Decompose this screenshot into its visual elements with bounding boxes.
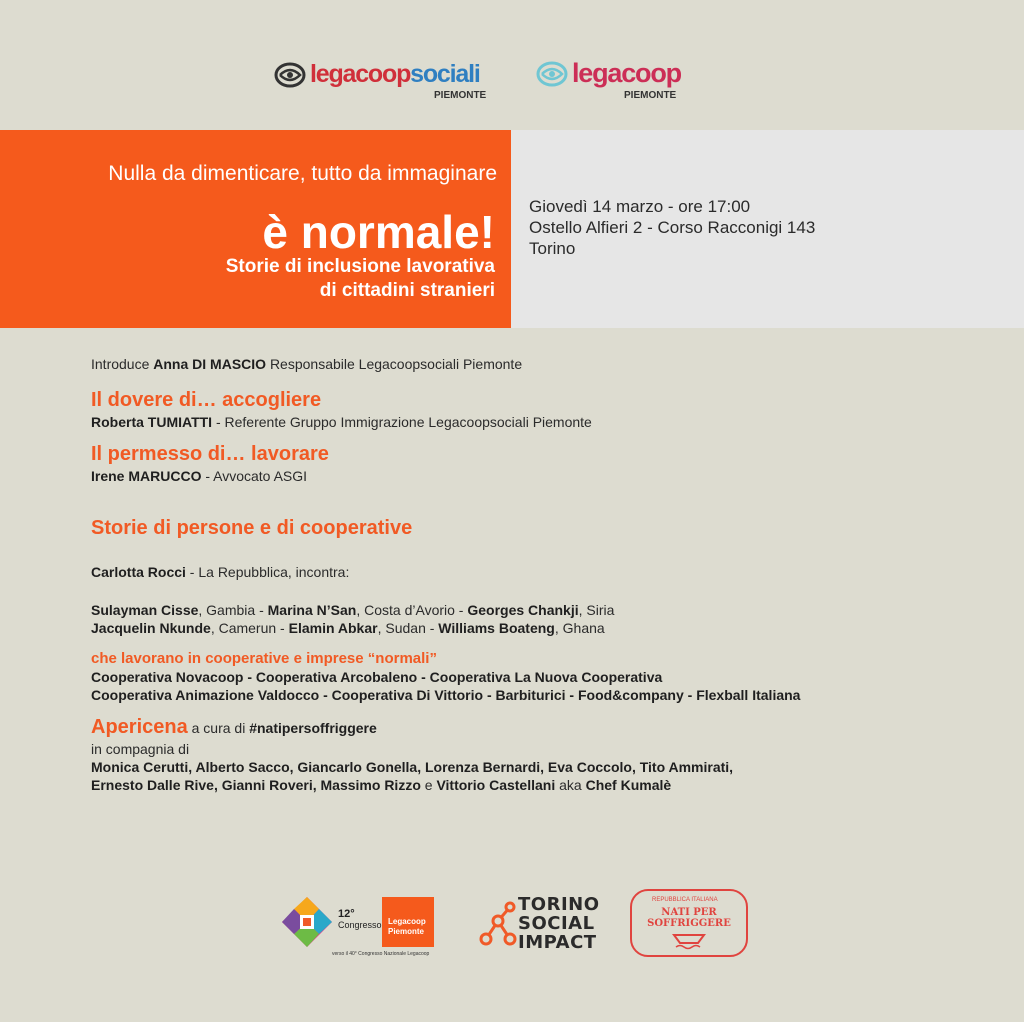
- logo-wordmark: legacoopsociali: [310, 60, 480, 88]
- company-names: Monica Cerutti, Alberto Sacco, Giancarlo Gonella, Lorenza Bernardi, Eva Coccolo, Tito Ammirati,: [91, 759, 734, 775]
- guest-origin: , Ghana: [554, 620, 605, 636]
- tsi-line: SOCIAL: [518, 913, 595, 934]
- speaker-name: Irene MARUCCO: [91, 468, 202, 484]
- section-heading-storie: Storie di persone e di cooperative: [91, 517, 413, 539]
- coop-list: Cooperativa Animazione Valdocco - Cooperativa Di Vittorio - Barbiturici - Food&company - Flexball Italiana: [91, 687, 801, 703]
- program: [91, 355, 991, 794]
- tagline: Nulla da dimenticare, tutto da immaginare: [108, 162, 497, 185]
- coop-heading: che lavorano in cooperative e imprese “normali”: [91, 650, 437, 667]
- event-info-panel: [511, 130, 1024, 328]
- moderator-line: [91, 563, 991, 581]
- legacoop-swirl-icon: [274, 61, 306, 89]
- section-heading-lavorare: Il permesso di… lavorare: [91, 443, 329, 465]
- guest-origin: , Costa d’Avorio -: [356, 602, 468, 618]
- aka-text: aka: [555, 777, 586, 793]
- guest-origin: , Siria: [578, 602, 615, 618]
- guest-name: Marina N’San: [267, 602, 357, 618]
- speaker-role: - Avvocato ASGI: [201, 468, 308, 484]
- conjunction: e: [420, 777, 437, 793]
- guest-name: Williams Boateng: [438, 620, 555, 636]
- guest-name: Elamin Abkar: [288, 620, 378, 636]
- title-banner: [0, 130, 511, 328]
- intro-label: Introduce: [91, 356, 150, 372]
- nps-line: SOFFRIGGERE: [647, 918, 731, 929]
- intro-name: Anna DI MASCIO: [153, 356, 267, 372]
- guest-name: Georges Chankji: [467, 602, 579, 618]
- speaker-name: Roberta TUMIATTI: [91, 414, 213, 430]
- congress-tiny-text: verso il 40° Congresso Nazionale Legacoop: [332, 951, 430, 957]
- logo-region: PIEMONTE: [624, 90, 677, 101]
- tsi-line: IMPACT: [518, 932, 597, 953]
- frying-pan-icon: [670, 931, 708, 951]
- tsi-wordmark: [518, 895, 600, 952]
- legacoop-swirl-icon: [536, 60, 568, 88]
- section-heading-accogliere: Il dovere di… accogliere: [91, 389, 322, 411]
- box-label: Legacoop Piemonte: [388, 917, 426, 936]
- nps-line: NATI PER: [661, 907, 717, 918]
- guest-origin: , Camerun -: [210, 620, 289, 636]
- tsi-line: TORINO: [518, 894, 600, 915]
- legacoop-piemonte-box: [382, 897, 434, 947]
- apericena-title: Apericena: [91, 716, 188, 738]
- event-date-time: Giovedì 14 marzo - ore 17:00: [529, 197, 751, 216]
- speaker-line: [91, 413, 991, 431]
- apericena-by: a cura di: [187, 720, 250, 736]
- subtitle-line-2: di cittadini stranieri: [319, 280, 495, 301]
- coop-list: Cooperativa Novacoop - Cooperativa Arcobaleno - Cooperativa La Nuova Cooperativa: [91, 669, 663, 685]
- company-names: Ernesto Dalle Rive, Gianni Roveri, Massimo Rizzo: [91, 777, 421, 793]
- nps-top-text: REPUBBLICA ITALIANA: [652, 897, 718, 903]
- logo-wordmark: legacoop: [572, 58, 681, 88]
- event-subtitle: [226, 255, 495, 303]
- congress-word: Congresso: [338, 920, 382, 930]
- nps-wordmark: [630, 907, 748, 929]
- coop-line-1: [91, 668, 991, 686]
- moderator-role: - La Repubblica, incontra:: [185, 564, 350, 580]
- guests-line-2: [91, 619, 991, 637]
- company-line-1: [91, 758, 991, 776]
- guests-line-1: [91, 601, 991, 619]
- intro-role: Responsabile Legacoopsociali Piemonte: [269, 356, 523, 372]
- congress-label: [338, 909, 382, 931]
- congresso-logo: [282, 895, 442, 957]
- apericena-host: #natipersoffriggere: [249, 720, 377, 736]
- chef-name: Chef Kumalè: [585, 777, 672, 793]
- speaker-role: - Referente Gruppo Immigrazione Legacoopsociali Piemonte: [212, 414, 592, 430]
- speaker-line: [91, 467, 991, 485]
- guest-name: Sulayman Cisse: [91, 602, 199, 618]
- torino-social-impact-logo: [478, 893, 598, 959]
- guest-name: Jacquelin Nkunde: [91, 620, 211, 636]
- apericena-line: [91, 714, 991, 740]
- event-info: [529, 196, 815, 259]
- company-name: Vittorio Castellani: [436, 777, 556, 793]
- moderator-name: Carlotta Rocci: [91, 564, 186, 580]
- congress-number: 12°: [338, 908, 355, 920]
- intro-line: [91, 355, 991, 373]
- event-title: è normale!: [262, 206, 495, 258]
- coop-line-2: [91, 686, 991, 704]
- nati-per-soffriggere-logo: [630, 889, 748, 957]
- subtitle-line-1: Storie di inclusione lavorativa: [225, 256, 495, 277]
- company-label: in compagnia di: [91, 741, 190, 757]
- company-line-2: [91, 776, 991, 794]
- guest-origin: , Sudan -: [377, 620, 439, 636]
- network-nodes-icon: [478, 901, 518, 951]
- guest-origin: , Gambia -: [198, 602, 268, 618]
- event-venue: Ostello Alfieri 2 - Corso Racconigi 143: [529, 218, 816, 237]
- congress-mosaic-icon: [282, 897, 332, 947]
- event-city: Torino: [529, 239, 576, 258]
- logo-region: PIEMONTE: [434, 90, 487, 101]
